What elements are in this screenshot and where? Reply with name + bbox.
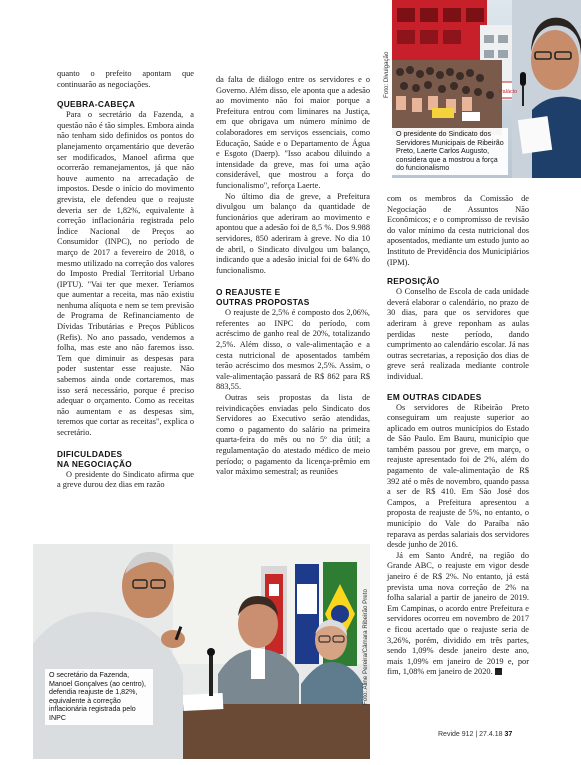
article-end-icon (495, 668, 502, 675)
paragraph: Para o secretário da Fazenda, a questão não é tão simples. Embora ainda não tenham sido definidos os pontos do planejamento orçamentário que deverão ser modificados, Manoel afirma que ocorrerão remanejamentos, já que não houve aumento na arrecadação de impostos. Desde o início do movimento grevista, ele defendeu que o reajuste deveria ser de 1,82%, equivalente à correção inflacionária registrada pelo Índice Nacional de Preços ao Consumidor (INPC), no período de março de 2017 a fevereiro de 2018, o mesmo utilizado na correção dos valores do Imposto Predial Territorial Urbano (IPTU). "Vai ter que mexer. Teríamos que aumentar a receita, mas não existiu nenhuma alíquota e nem se tem previsão de Programa de Refinanciamento de Dívidas Tributárias e Preços Públicos (Refis). No ano passado, vendemos a folha, mas este ano não faremos isso. Tem que diminuir as despesas para poder sustentar esse reajuste. Não sabemos ainda onde cortaremos, mas isso será necessário, porque é preciso adequar o orçamento. Como as receitas não aumentam e as despesas sim, teremos que cortar as receitas", explica o secretário. (57, 110, 194, 437)
paragraph-text: Já em Santo André, na região do Grande ABC, o reajuste em vigor desde janeiro é de R$ 2%. No entanto, já está prevista uma nova correção de 2% na folha salarial a partir de janeiro de 2019. Em Campinas, o acordo entre Prefeitura e servidores ocorreu em novembro de 2017 e ficou acertado que o reajuste seria de 3,26%, porém, dividido em três partes, sendo 1,09% desde janeiro deste ano, mais 1,09% em janeiro de 2019 e, por fim, 1,08% em janeiro de 2020. (387, 550, 529, 677)
photo-meeting (33, 544, 370, 759)
page-number: 37 (504, 731, 513, 738)
paragraph: quanto o prefeito apontam que continuarão as negociações. (57, 69, 194, 89)
photo-caption-bottom: O secretário da Fazenda, Manoel Gonçalves (ao centro), defendia reajuste de 1,82%, equivalente à correção inflacionária registrada pelo INPC (45, 669, 153, 725)
article-column-3 (387, 194, 529, 678)
paragraph: Os servidores de Ribeirão Preto conseguiram um reajuste superior ao aplicado em outros municípios do Estado de São Paulo. Em Bauru, município que também passou por greve, em março, o reajuste apresentado foi de 2%, além do pagamento de vale-alimentação de R$ 392 até o mês de novembro, quando passa a ser de R$ 410. Em São José dos Campos, a Prefeitura apresentou a proposta de reajuste de 5%, no entanto, o município do Vale do Paraíba não reparava as perdas salariais dos servidores desde junho de 2016. (387, 402, 529, 550)
section-heading-reposicao: REPOSIÇÃO (387, 276, 440, 287)
section-heading-reajuste: O REAJUSTE E (216, 287, 281, 298)
paragraph: com os membros da Comissão de Negociação de Assuntos Não Econômicos; e o compromisso de revisão do valor mínimo da cesta nutricional dos aposentados, mediante um estudo junto ao Instituto de Previdência dos Municipiários (IPM). (387, 194, 529, 267)
paragraph: O Conselho de Escola de cada unidade deverá elaborar o calendário, no prazo de 30 dias, para que os servidores que aderiram à greve reponham as aulas perdidas neste período, dando cumprimento ao calendário escolar. Já nas outras secretarias, a reposição dos dias de greve será realizada mediante controle individual. (387, 287, 529, 381)
section-heading-reajuste-line2: OUTRAS PROPOSTAS (216, 297, 310, 308)
section-heading-outras-cidades: EM OUTRAS CIDADES (387, 391, 482, 402)
paragraph (387, 551, 529, 678)
photo-credit-top: Foto: Divulgação (383, 51, 390, 98)
photo-credit-bottom: Foto: Aline Pereira/Câmara Ribeirão Preto (362, 589, 369, 705)
section-heading-dificuldades: DIFICULDADES (57, 448, 123, 459)
section-heading-dificuldades-line2: NA NEGOCIAÇÃO (57, 458, 133, 469)
page-footer (438, 731, 512, 738)
magazine-issue: Revide 912 (438, 731, 474, 738)
paragraph: da falta de diálogo entre os servidores e o Governo. Além disso, ele aponta que a adesão ao movimento não foi maior porque a Prefeitura entrou com liminares na Justiça, em que obrigava um número mínimo de colaboradores em serviços essenciais, como Educação, Saúde e o Departamento de Água e Esgoto (Daerp). "Isso acabou diluindo a intensidade da greve, mas foi uma ação considerável, que mostrou a força do funcionalismo", reforça Laerte. (216, 75, 370, 190)
paragraph: O reajuste de 2,5% é composto dos 2,06%, referentes ao INPC do período, com acréscimo de ganho real de 20%, totalizando 2,5%. Além disso, o vale-alimentação e a cesta nutricional de aposentados também terão acréscimo dos mesmos 2,5%. Assim, o vale-alimentação passará de R$ 862 para R$ 883,55. (216, 308, 370, 392)
meeting-illustration (33, 544, 370, 759)
photo-caption-top: O presidente do Sindicato dos Servidores Municipais de Ribeirão Preto, Laerte Carlos Augusto, considera que a mostrou a força do funcionalismo (392, 128, 508, 175)
rally-sign-text: Palácio (499, 89, 518, 95)
paragraph: No último dia de greve, a Prefeitura divulgou um balanço da quantidade de funcionários que aderiram ao movimento e apontou que a adesão foi de 8,5 %. Dos 9.988 servidores, 850 aderiram à greve. No dia 10 de abril, o Sindicato divulgou um balanço, indicando que a adesão inicial foi de 64% do funcionalismo. (216, 191, 370, 275)
article-column-2 (216, 75, 370, 478)
article-column-1 (57, 69, 194, 491)
paragraph: O presidente do Sindicato afirma que a greve durou dez dias em razão (57, 469, 194, 490)
section-heading-quebra-cabeca: QUEBRA-CABEÇA (57, 99, 136, 110)
paragraph: Outras seis propostas da lista de reivindicações enviadas pelo Sindicato dos Servidores ao Executivo serão atendidas, como o pagamento do salário na primeira quarta-feira do mês ou no 5º dia útil; a regulamentação do atestado médico de meio período; o pagamento da licença-prêmio em valor máximo semestral; as reuniões (216, 393, 370, 477)
footer-separator: | (475, 731, 478, 738)
issue-date: 27.4.18 (479, 731, 503, 738)
